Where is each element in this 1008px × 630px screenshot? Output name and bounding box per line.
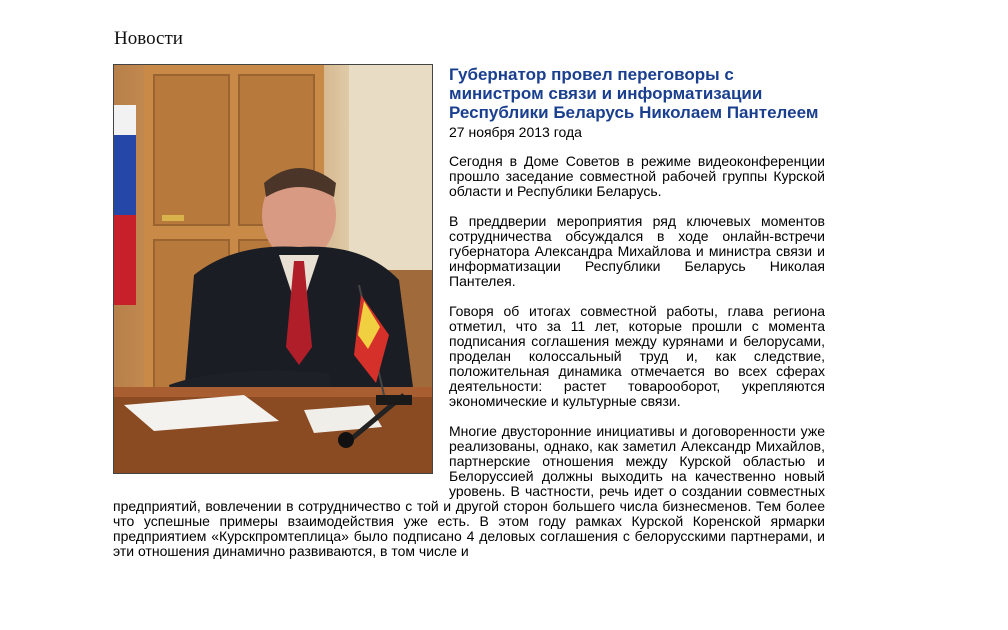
article-photo: [113, 64, 433, 474]
article-date: 27 ноября 2013 года: [449, 124, 582, 140]
article-paragraph: Многие двусторонние инициативы и договоренности уже реализованы, однако, как заметил Александр Михайлов, партнерские отношения между Курской областью и Белоруссией должны выходить на качественно новый уровень. В частности, речь идет о создании совместных предприятий, вовлечении в сотрудничество с той и другой сторон большего числа бизнесменов. Тем более что успешные примеры взаимодействия уже есть. В этом году рамках Курской Коренской ярмарки предприятием «Курскпромтеплица» было подписано 4 деловых соглашения с белорусскими партнерами, и эти отношения динамично развиваются, в том числе и: [113, 423, 825, 559]
photo-illustration: [114, 65, 432, 473]
article-paragraph: Сегодня в Доме Советов в режиме видеоконференции прошло заседание совместной рабочей группы Курской области и Республики Беларусь.: [449, 153, 825, 199]
article-paragraph: В преддверии мероприятия ряд ключевых моментов сотрудничества обсуждался в ходе онлайн-встречи губернатора Александра Михайлова и министра связи и информатизации Республики Беларусь Николая Пантелея.: [449, 213, 825, 289]
article-headline[interactable]: Губернатор провел переговоры с министром связи и информатизации Республики Беларусь Николаем Пантелеем: [449, 65, 819, 122]
news-article: [113, 64, 825, 564]
article-paragraph: Говоря об итогах совместной работы, глава региона отметил, что за 11 лет, которые прошли с момента подписания соглашения между курянами и белорусами, проделан колоссальный труд и, как следствие, положительная динамика отмечается во всех сферах деятельности: растет товарооборот, укрепляются экономические и культурные связи.: [449, 303, 825, 409]
section-title: Новости: [114, 28, 183, 49]
